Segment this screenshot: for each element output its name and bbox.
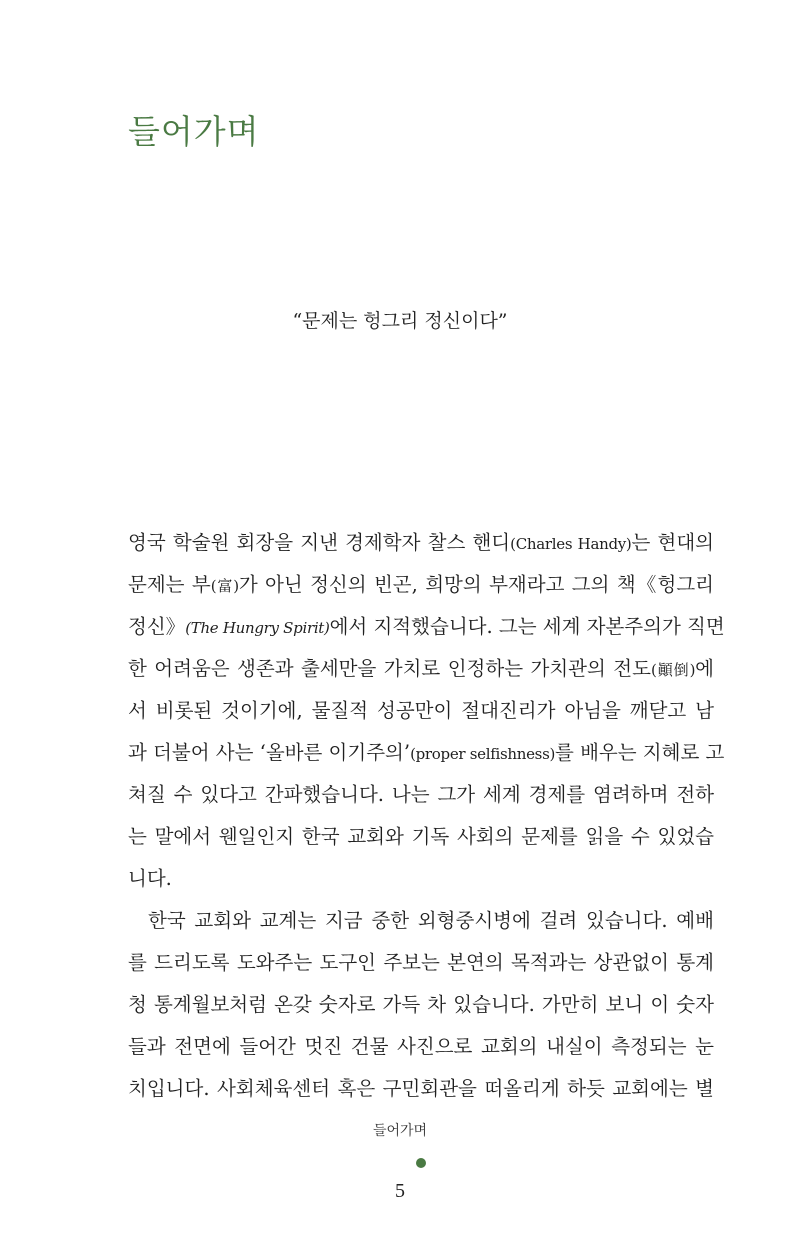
body-line-text: 서 비롯된 것이기에, 물질적 성공만이 절대진리가 아님을 깨닫고 남 xyxy=(128,699,714,722)
body-line xyxy=(128,522,714,564)
chapter-title: 들어가며 xyxy=(128,112,260,152)
page-number: 5 xyxy=(395,1180,405,1202)
body-line-annotation: (proper selfishness) xyxy=(410,745,556,763)
body-line-text: 영국 학술원 회장을 지낸 경제학자 찰스 핸디 xyxy=(128,531,511,554)
body-line xyxy=(128,690,714,732)
body-line xyxy=(128,900,714,942)
body-line-text: 는 현대의 xyxy=(631,531,715,554)
body-line-text: 에 xyxy=(695,657,714,680)
body-line-text: 를 배우는 지혜로 고 xyxy=(555,741,725,764)
footer-dot-ornament xyxy=(416,1158,426,1168)
body-line-annotation: (顚倒) xyxy=(650,661,696,679)
body-line-text: 치입니다. 사회체육센터 혹은 구민회관을 떠올리게 하듯 교회에는 별 xyxy=(128,1077,714,1100)
body-line-text: 한 어려움은 생존과 출세만을 가치로 인정하는 가치관의 전도 xyxy=(128,657,651,680)
running-title: 들어가며 xyxy=(372,1123,428,1139)
body-line-text: 정신》 xyxy=(128,615,186,638)
body-line xyxy=(128,1026,714,1068)
body-line-text: 한국 교회와 교계는 지금 중한 외형중시병에 걸려 있습니다. 예배 xyxy=(148,909,714,932)
body-line-text: 청 통계월보처럼 온갖 숫자로 가득 차 있습니다. 가만히 보니 이 숫자 xyxy=(128,993,714,1016)
body-line-annotation: (富) xyxy=(210,577,239,595)
body-line xyxy=(128,1068,714,1110)
body-line-text: 가 아닌 정신의 빈곤, 희망의 부재라고 그의 책《헝그리 xyxy=(238,573,715,596)
body-line xyxy=(128,732,725,774)
body-line-text: 에서 지적했습니다. 그는 세계 자본주의가 직면 xyxy=(329,615,725,638)
body-line xyxy=(128,648,714,690)
body-line xyxy=(128,774,714,816)
epigraph: “문제는 헝그리 정신이다” xyxy=(292,310,508,332)
body-line-text: 과 더불어 사는 ‘올바른 이기주의’ xyxy=(128,741,411,764)
body-line-annotation: (The Hungry Spirit) xyxy=(185,619,330,637)
body-line-text: 쳐질 수 있다고 간파했습니다. 나는 그가 세계 경제를 염려하며 전하 xyxy=(128,783,714,806)
body-line-text: 니다. xyxy=(128,867,172,890)
body-line-text: 문제는 부 xyxy=(128,573,211,596)
body-line xyxy=(128,606,725,648)
body-line xyxy=(128,564,714,606)
body-line-text: 를 드리도록 도와주는 도구인 주보는 본연의 목적과는 상관없이 통계 xyxy=(128,951,714,974)
body-line xyxy=(128,816,714,858)
body-line-text: 들과 전면에 들어간 멋진 건물 사진으로 교회의 내실이 측정되는 눈 xyxy=(128,1035,714,1058)
body-line-text: 는 말에서 웬일인지 한국 교회와 기독 사회의 문제를 읽을 수 있었습 xyxy=(128,825,714,848)
body-line xyxy=(128,942,714,984)
body-line-annotation: (Charles Handy) xyxy=(510,535,632,553)
body-text xyxy=(128,522,725,1110)
body-line xyxy=(128,858,714,900)
body-line xyxy=(128,984,714,1026)
